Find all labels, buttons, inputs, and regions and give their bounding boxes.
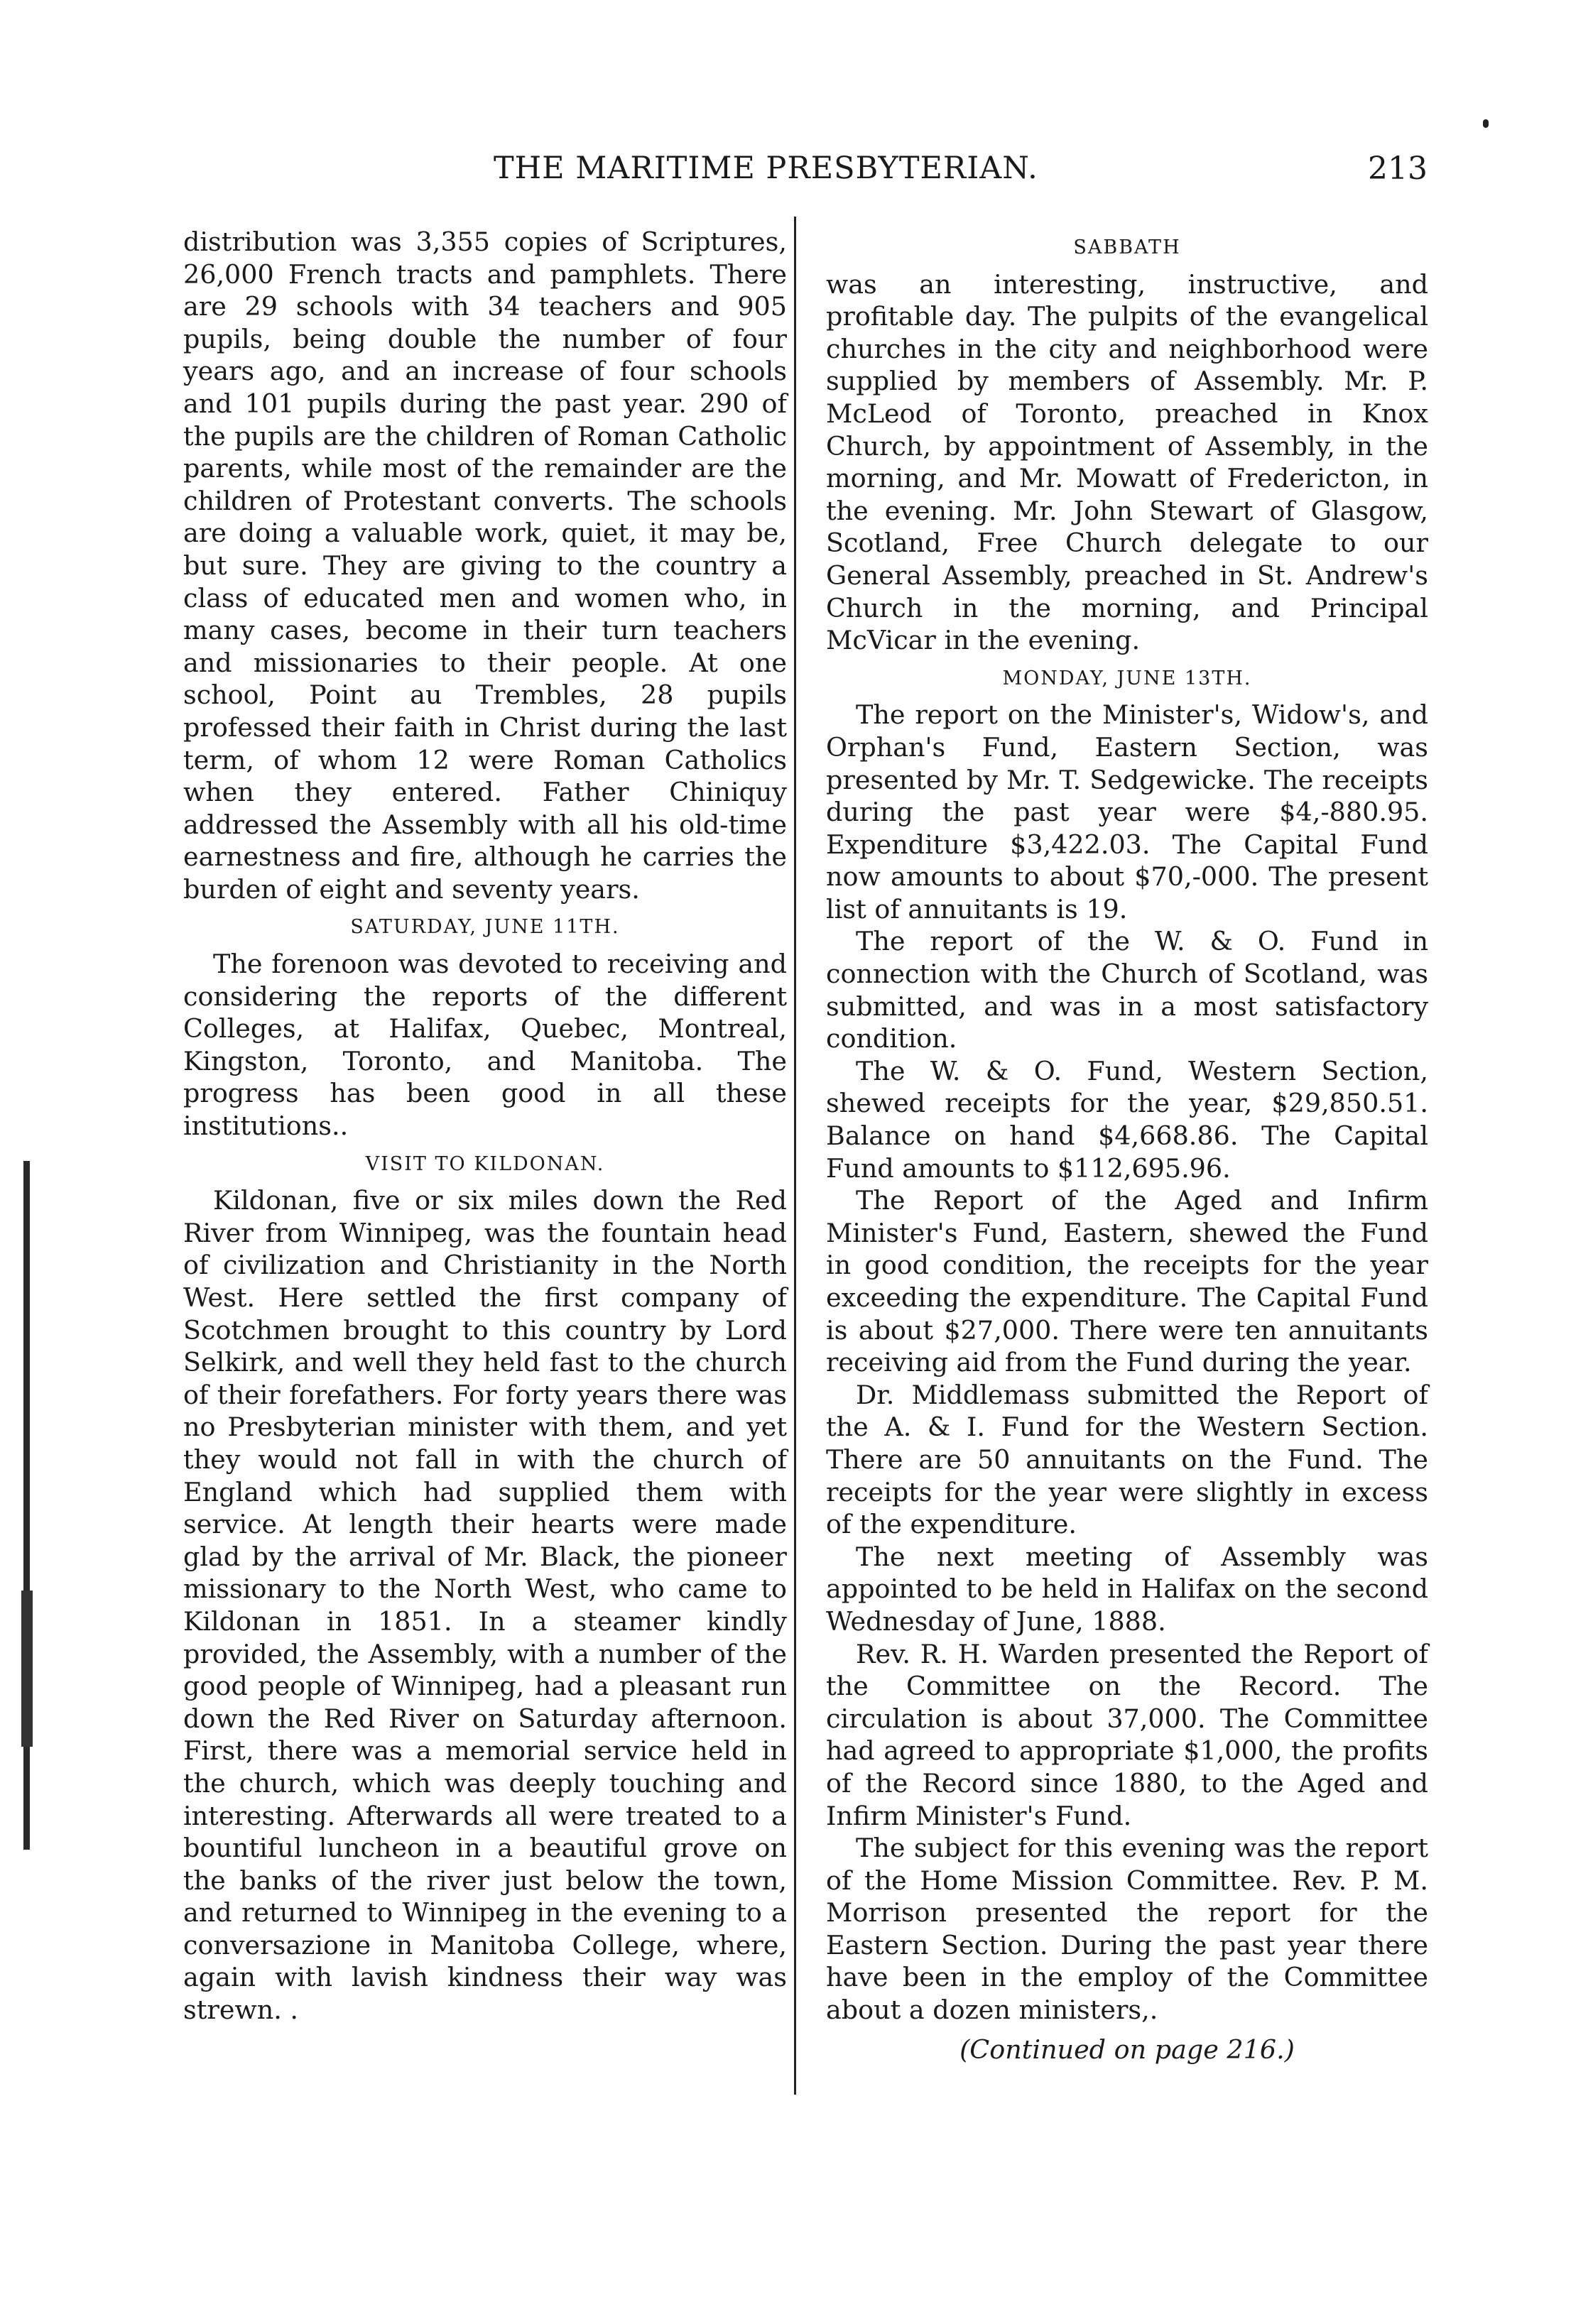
column-divider: [794, 217, 796, 2095]
left-column: [183, 226, 787, 2026]
paragraph: Dr. Middlemass submitted the Report of the A. & I. Fund for the Western Section. There are 50 annuitants on the Fund. The receipts for the year were slightly in excess of the expenditure.: [826, 1379, 1428, 1540]
margin-scan-mark: [21, 1591, 33, 1747]
paragraph: Kildonan, five or six miles down the Red River from Winnipeg, was the fountain head of civilization and Christianity in the North West. Here settled the first company of Scotchmen brought to this country by Lord Selkirk, and well they held fast to the church of their forefathers. For forty years there was no Presbyterian minister with them, and yet they would not fall in with the church of England which had supplied them with service. At length their hearts were made glad by the arrival of Mr. Black, the pioneer missionary to the North West, who came to Kildonan in 1851. In a steamer kindly provided, the Assembly, with a number of the good people of Winnipeg, had a pleasant run down the Red River on Saturday afternoon. First, there was a memorial service held in the church, which was deeply touching and interesting. Afterwards all were treated to a bountiful luncheon in a beautiful grove on the banks of the river just below the town, and returned to Winnipeg in the evening to a conversazione in Manitoba College, where, again with lavish kindness their way was strewn. .: [183, 1185, 787, 2026]
journal-title: THE MARITIME PRESBYTERIAN.: [494, 151, 1038, 186]
margin-dot: [1483, 119, 1489, 128]
paragraph: The report on the Minister's, Widow's, and Orphan's Fund, Eastern Section, was presented by Mr. T. Sedgewicke. The receipts during the past year were $4,-880.95. Expenditure $3,422.03. The Capital Fund now amounts to about $70,-000. The present list of annuitants is 19.: [826, 699, 1428, 924]
paragraph: The Report of the Aged and Infirm Minister's Fund, Eastern, shewed the Fund in good condition, the receipts for the year exceeding the expenditure. The Capital Fund is about $27,000. There were ten annuitants receiving aid from the Fund during the year.: [826, 1185, 1428, 1378]
paragraph: The W. & O. Fund, Western Section, shewed receipts for the year, $29,850.51. Balance on hand $4,668.86. The Capital Fund amounts to $112,695.96.: [826, 1055, 1428, 1184]
section-heading: SABBATH: [1073, 236, 1181, 258]
section-heading: VISIT TO KILDONAN.: [365, 1152, 605, 1175]
paragraph: The next meeting of Assembly was appointed to be held in Halifax on the second Wednesday of June, 1888.: [826, 1541, 1428, 1637]
continued-note: (Continued on page 216.): [959, 2034, 1295, 2065]
section-heading: MONDAY, JUNE 13TH.: [1002, 667, 1252, 689]
paragraph: distribution was 3,355 copies of Scriptures, 26,000 French tracts and pamphlets. There are 29 schools with 34 teachers and 905 pupils, being double the number of four years ago, and an increase of four schools and 101 pupils during the past year. 290 of the pupils are the children of Roman Catholic parents, while most of the remainder are the children of Protestant converts. The schools are doing a valuable work, quiet, it may be, but sure. They are giving to the country a class of educated men and women who, in many cases, become in their turn teachers and missionaries to their people. At one school, Point au Trembles, 28 pupils professed their faith in Christ during the last term, of whom 12 were Roman Catholics when they entered. Father Chiniquy addressed the Assembly with all his old-time earnestness and fire, although he carries the burden of eight and seventy years.: [183, 227, 787, 905]
section-heading: SATURDAY, JUNE 11TH.: [350, 916, 620, 939]
right-column: [826, 226, 1428, 2066]
paragraph: was an interesting, instructive, and profitable day. The pulpits of the evangelical churches in the city and neighborhood were supplied by members of Assembly. Mr. P. McLeod of Toronto, preached in Knox Church, by appointment of Assembly, in the morning, and Mr. Mowatt of Fredericton, in the evening. Mr. John Stewart of Glasgow, Scotland, Free Church delegate to our General Assembly, preached in St. Andrew's Church in the morning, and Principal McVicar in the evening.: [826, 268, 1428, 656]
paragraph: The report of the W. & O. Fund in connection with the Church of Scotland, was submitted, and was in a most satisfactory condition.: [826, 926, 1428, 1054]
page-number: 213: [1368, 151, 1428, 187]
paragraph: The forenoon was devoted to receiving and considering the reports of the different Colleges, at Halifax, Quebec, Montreal, Kingston, Toronto, and Manitoba. The progress has been good in all these institutions..: [183, 949, 787, 1142]
page-header: [170, 151, 1456, 196]
paragraph: Rev. R. H. Warden presented the Report of the Committee on the Record. The circulation is about 37,000. The Committee had agreed to appropriate $1,000, the profits of the Record since 1880, to the Aged and Infirm Minister's Fund.: [826, 1638, 1428, 1831]
paragraph: The subject for this evening was the report of the Home Mission Committee. Rev. P. M. Morrison presented the report for the Eastern Section. During the past year there have been in the employ of the Committee about a dozen ministers,.: [826, 1833, 1428, 2026]
